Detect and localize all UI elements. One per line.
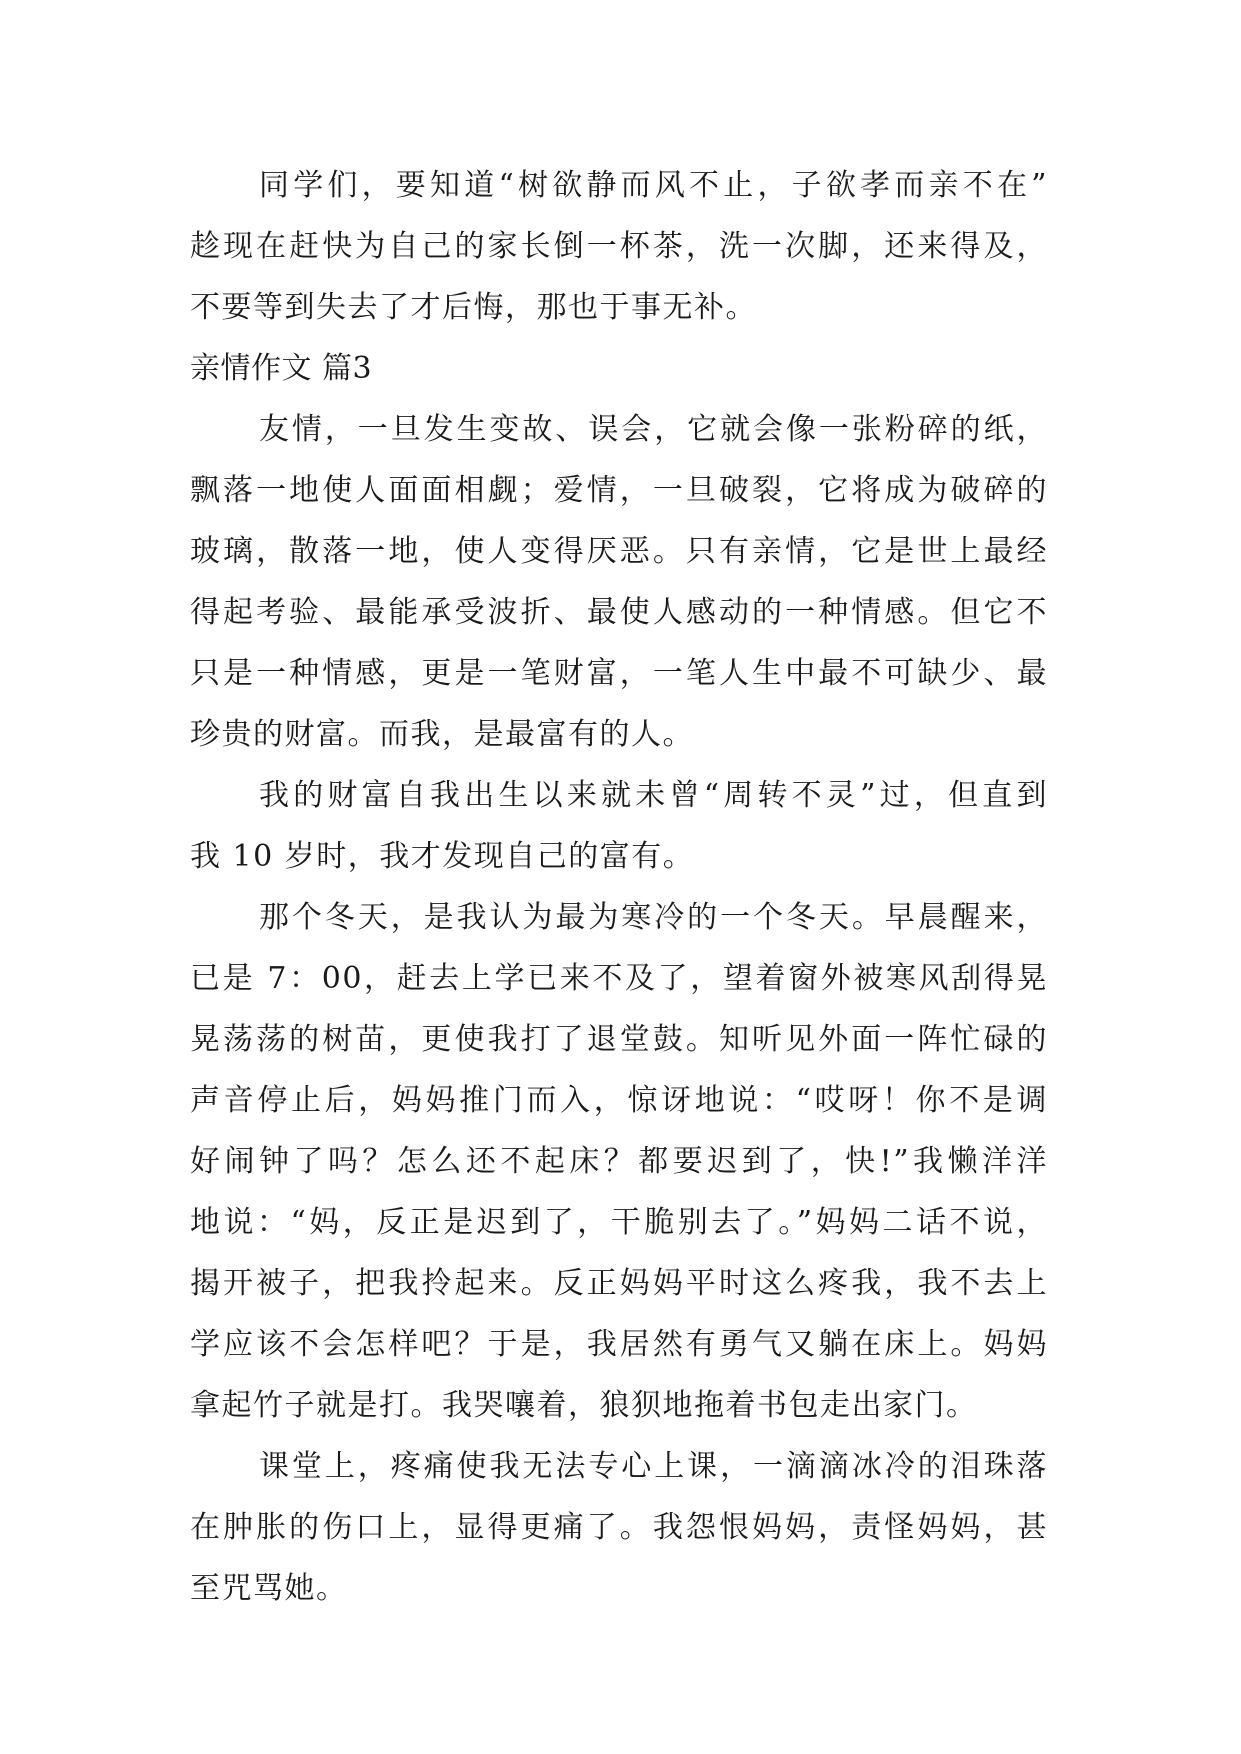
document-body — [190, 155, 1048, 1619]
text-line: 好闹钟了吗？怎么还不起床？都要迟到了，快!”我懒洋洋 — [190, 1144, 1048, 1179]
text-line: 那个冬天，是我认为最为寒冷的一个冬天。早晨醒来， — [259, 900, 1048, 935]
text-line: 我的财富自我出生以来就未曾“周转不灵”过，但直到 — [259, 778, 1048, 813]
text-line: 我 10 岁时，我才发现自己的富有。 — [190, 839, 695, 874]
text-line: 趁现在赶快为自己的家长倒一杯茶，洗一次脚，还来得及， — [190, 229, 1048, 264]
text-line: 得起考验、最能承受波折、最使人感动的一种情感。但它不 — [190, 595, 1048, 630]
text-line: 学应该不会怎样吧？于是，我居然有勇气又躺在床上。妈妈 — [190, 1327, 1048, 1362]
text-line: 已是 7：00，赶去上学已来不及了，望着窗外被寒风刮得晃 — [190, 961, 1048, 996]
text-line: 在肿胀的伤口上，显得更痛了。我怨恨妈妈，责怪妈妈，甚 — [190, 1510, 1048, 1545]
text-line: 友情，一旦发生变故、误会，它就会像一张粉碎的纸， — [259, 412, 1048, 447]
text-line: 同学们，要知道“树欲静而风不止，子欲孝而亲不在” — [259, 168, 1048, 203]
text-line: 晃荡荡的树苗，更使我打了退堂鼓。知听见外面一阵忙碌的 — [190, 1022, 1048, 1057]
text-line: 地说：“妈，反正是迟到了，干脆别去了。”妈妈二话不说， — [190, 1205, 1048, 1240]
section-heading: 亲情作文 篇3 — [190, 351, 373, 386]
text-line: 只是一种情感，更是一笔财富，一笔人生中最不可缺少、最 — [190, 656, 1048, 691]
text-line: 玻璃，散落一地，使人变得厌恶。只有亲情，它是世上最经 — [190, 534, 1048, 569]
text-line: 课堂上，疼痛使我无法专心上课，一滴滴冰冷的泪珠落 — [259, 1449, 1048, 1484]
text-line: 声音停止后，妈妈推门而入，惊讶地说：“哎呀！你不是调 — [190, 1083, 1048, 1118]
text-line: 揭开被子，把我拎起来。反正妈妈平时这么疼我，我不去上 — [190, 1266, 1048, 1301]
text-line: 拿起竹子就是打。我哭嚷着，狼狈地拖着书包走出家门。 — [190, 1388, 978, 1423]
text-line: 不要等到失去了才后悔，那也于事无补。 — [190, 290, 757, 325]
text-line: 飘落一地使人面面相觑；爱情，一旦破裂，它将成为破碎的 — [190, 473, 1048, 508]
text-line: 珍贵的财富。而我，是最富有的人。 — [190, 717, 694, 752]
text-line: 至咒骂她。 — [190, 1571, 348, 1606]
